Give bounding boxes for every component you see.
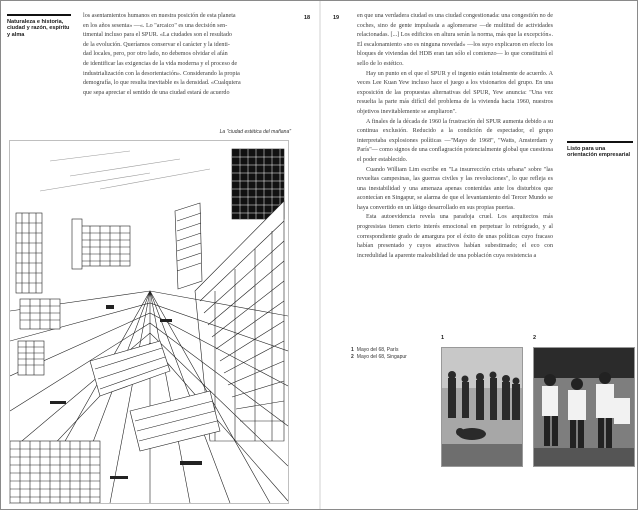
text-line: dad locales, pero, por otro lado, no debemos olvidar el afán: [83, 51, 228, 58]
text-line: en los años sesenta» —«. Lo "arcaico" es una decisión sen-: [83, 22, 228, 29]
photo-number-2: 2: [533, 335, 537, 341]
protest-photo-2: [534, 348, 634, 466]
paragraph: A finales de la década de 1960 la frustración del SPUR aumenta debido a su continua exclusión. Reducido a la condición de espectador, el grupo interpretaba explosiones políticas —"Mayo de 1968", "Watts, Amsterdam y París"— como signos de una conflagración potencialmente global que cuestiona el poder establecido.: [357, 118, 553, 163]
paragraph: Esta autoevidencia revela una paradoja cruel. Los arquitectos más progresistas tienen cierto interés emocional en perpetuar lo retrógrado, y al correspondiente grado de amargura por el éxito de unas políticas cuyo fracaso habían presentado y cuyos atractivos habían subestimado; el eco con incredulidad la aparente maleabilidad de una población cuya resistencia a: [357, 214, 553, 259]
body-text: [357, 12, 553, 261]
paragraph: Cuando William Lim escribe en "La insurrección crisis urbana" sobre "las revueltas campesinas, las guerras civiles y las revoluciones", lo que refleja es una inestabilidad y una amenaza apenas contenidas ante los disturbios que acontecían en Singapur, se alarma de que el levantamiento del Tercer Mundo se haya convertido en un látigo desarrollado en sus propias puertas.: [357, 166, 553, 211]
text-line: industrialización con la desorientación». Considerando la propia: [83, 70, 240, 77]
paragraph: en que una verdadera ciudad es una ciudad congestionada: una congestión no de coches, sino de gente impulsada a aglomerarse —de multitud de actividades relacionadas. [...] Los edificios en altura serán la norma, más que la excepción». El escalonamiento «no es ninguna novedad» —los suyo explicaron en efecto los bloques de viviendas del HDB eran tan sólo el comienzo— lo que constituirá el sello de lo estético.: [357, 13, 553, 67]
text-line: demografía, lo que resulta inevitable es la densidad. «Cualquiera: [83, 80, 241, 87]
side-heading: Naturaleza e historia, ciudad y razón, espíritu y alma: [7, 19, 70, 38]
text-line: de identificar las exigencias de la vida moderna y el proceso de: [83, 60, 238, 67]
photo-singapore-1968: [533, 347, 635, 467]
page-number: 18: [304, 15, 311, 21]
caption-text: Mayo del 68, Singapur: [356, 354, 407, 360]
paragraph: Hay un punto en el que el SPUR y el ingenio están totalmente de acuerdo. A veces Lee Kuan Yew incluso hace el juego a los visionarios del grupo. En una exposición de las propuestas alternativas del SPUR, Yew anuncia: "Una vez resuelta la parte más difícil del problema de la vivienda hacia 1960, nuestros objetivos inevitablemente se ampliaron".: [357, 70, 553, 115]
right-page: [321, 1, 639, 509]
photo-number-1: 1: [441, 335, 445, 341]
heading-rule: [7, 14, 71, 16]
page-number: 19: [333, 15, 340, 21]
megastructure-drawing: [10, 141, 288, 503]
heading-rule: [567, 141, 633, 143]
caption-number: 1: [351, 347, 354, 353]
body-text: [83, 12, 297, 98]
photo-paris-1968: [441, 347, 523, 467]
text-line: los asentamientos humanos en nuestra posición de esta planeta: [83, 13, 236, 19]
text-line: que sepa apreciar el sentido de una ciudad estará de acuerdo: [83, 89, 230, 96]
left-page: [1, 1, 319, 509]
protest-photo-1: [442, 348, 522, 466]
side-heading: Listo para una orientación empresarial: [567, 146, 631, 159]
caption-text: Mayo del 68, París: [356, 347, 399, 353]
city-illustration: [9, 140, 289, 504]
text-line: de la evolución. Queríamos conservar el carácter y la identi-: [83, 41, 230, 48]
illustration-caption: La "ciudad estética del mañana": [219, 129, 291, 135]
caption-number: 2: [351, 354, 354, 360]
text-line: timental incluso para el SPUR. «La ciudades son el resultado: [83, 32, 232, 39]
